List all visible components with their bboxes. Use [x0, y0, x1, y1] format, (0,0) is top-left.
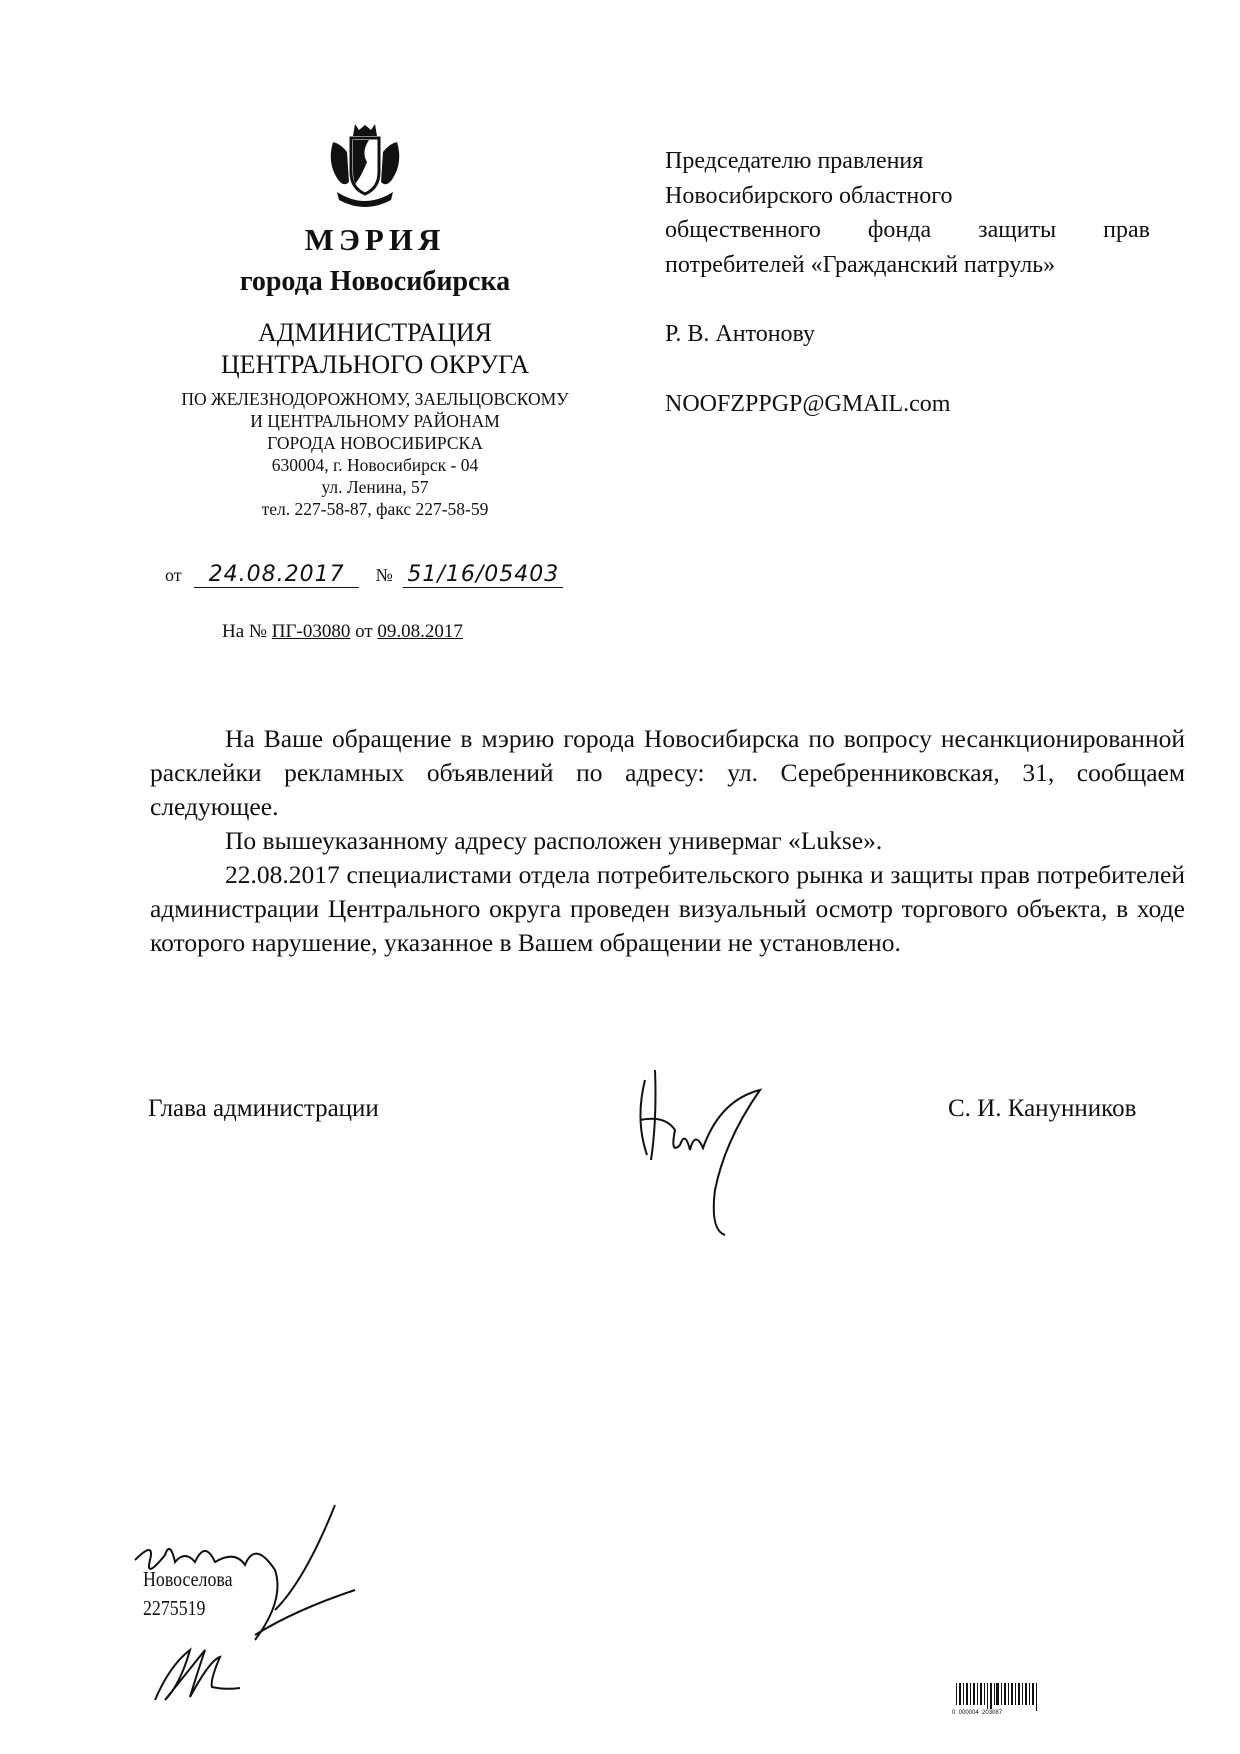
address-line-1: 630004, г. Новосибирск - 04 [271, 455, 479, 475]
dept-line-2: ЦЕНТРАЛЬНОГО ОКРУГА [220, 350, 530, 379]
recipient-line: общественного фонда защиты прав [665, 217, 1150, 243]
recipient-line: потребителей «Гражданский патруль» [665, 251, 1056, 278]
recipient-line: Председателю правления [665, 148, 924, 174]
reply-prefix: На № [222, 621, 268, 642]
handwritten-signature [625, 1060, 765, 1245]
recipient-line: Новосибирского областного [665, 182, 953, 209]
reply-from-label: от [355, 621, 373, 642]
signatory-name: С. И. Канунников [948, 1095, 1137, 1122]
address-line-3: тел. 227-58-87, факс 227-58-59 [261, 499, 489, 519]
reply-reference [222, 621, 463, 643]
document-barcode [952, 1683, 1042, 1716]
body-paragraph: По вышеуказанному адресу расположен универмаг «Lukse». [225, 826, 883, 855]
coat-of-arms-emblem [325, 122, 405, 214]
from-label: от [165, 565, 182, 585]
org-city: города Новосибирска [239, 266, 511, 297]
dept-line-1: АДМИНИСТРАЦИЯ [258, 318, 492, 347]
recipient-email: NOOFZPPGP@GMAIL.com [665, 391, 951, 417]
barcode-bars [952, 1683, 1042, 1711]
registration-line [165, 562, 563, 588]
initials-mark [150, 1645, 270, 1710]
executor-block [143, 1565, 233, 1623]
body-paragraph: 22.08.2017 специалистами отдела потребительского рынка и защиты прав потребителей администрации Центрального округа проведен визуальный осмотр торгового объекта, в ходе которого нарушение, указанное в Вашем обращении не установлено. [150, 860, 1185, 957]
letter-body [150, 722, 1185, 960]
outgoing-date: 24.08.2017 [194, 562, 359, 588]
executor-phone: 2275519 [143, 1596, 206, 1620]
reply-date: 09.08.2017 [377, 621, 463, 642]
body-paragraph: На Ваше обращение в мэрию города Новосибирска по вопросу несанкционированной расклейки рекламных объявлений по адресу: ул. Серебренниковская, 31, сообщаем следующее. [150, 724, 1185, 821]
barcode-digits: 0 000004 203087 [952, 1710, 1003, 1716]
dept-sub-3: ГОРОДА НОВОСИБИРСКА [267, 433, 483, 453]
dept-sub-2: И ЦЕНТРАЛЬНОМУ РАЙОНАМ [250, 411, 500, 431]
org-title: МЭРИЯ [304, 222, 446, 257]
reply-number: ПГ-03080 [271, 621, 351, 642]
outgoing-number: 51/16/05403 [403, 562, 563, 588]
dept-sub-1: ПО ЖЕЛЕЗНОДОРОЖНОМУ, ЗАЕЛЬЦОВСКОМУ [181, 389, 569, 409]
executor-name: Новоселова [143, 1567, 233, 1591]
number-label: № [375, 565, 393, 585]
address-line-2: ул. Ленина, 57 [321, 477, 429, 497]
recipient-block [665, 144, 1150, 282]
signatory-position: Глава администрации [148, 1095, 379, 1122]
recipient-name: Р. В. Антонову [665, 321, 816, 347]
